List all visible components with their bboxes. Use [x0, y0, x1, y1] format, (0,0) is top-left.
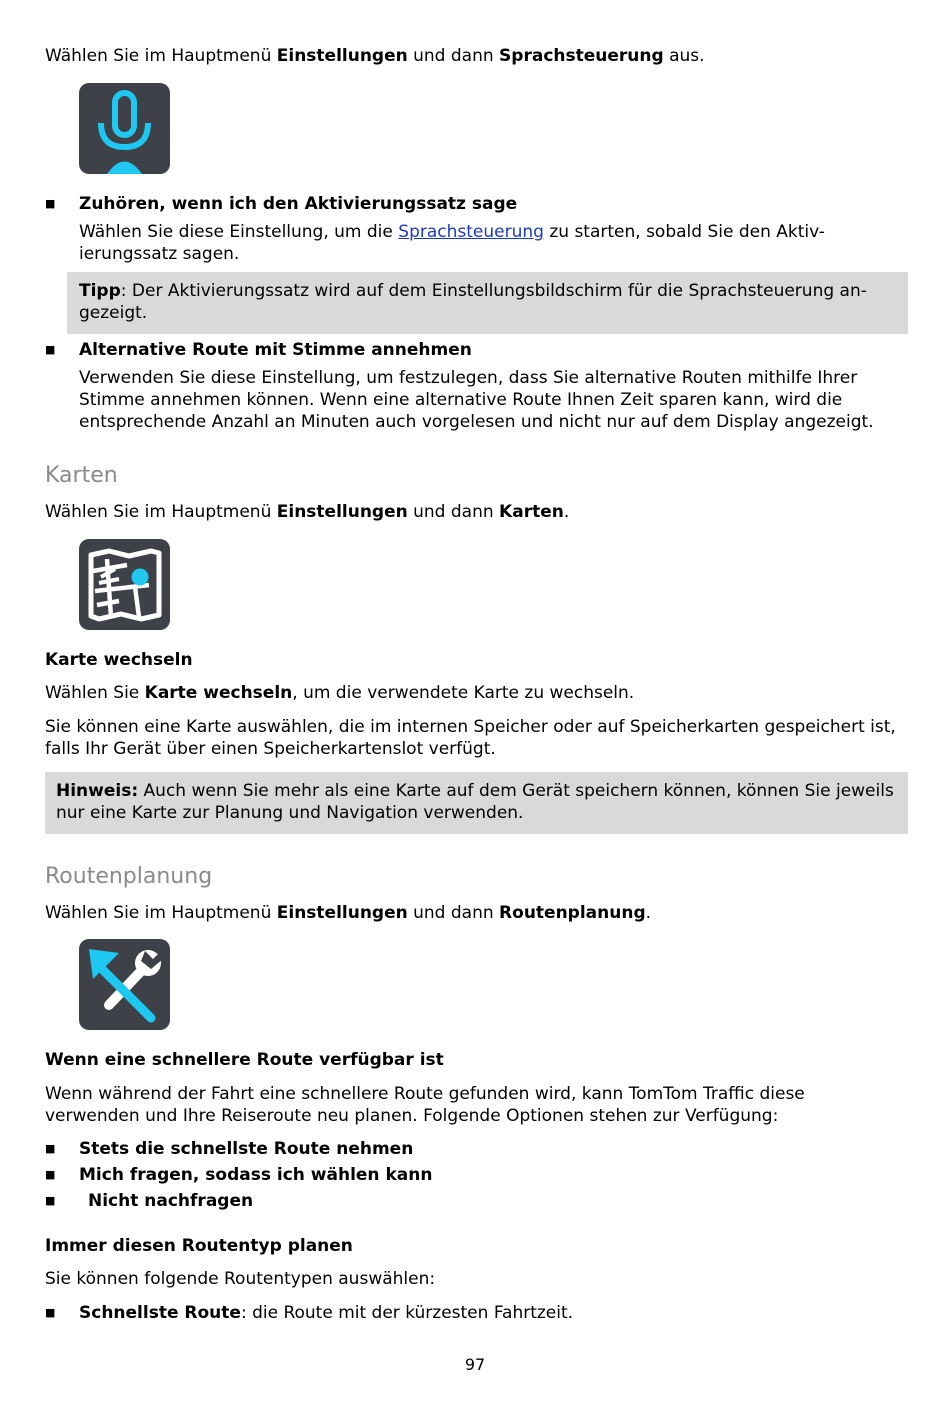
maps-heading: Karten	[45, 463, 118, 488]
bullet-marker: ■	[45, 1168, 56, 1181]
routing-intro: Wählen Sie im Hauptmenü Einstellungen und dann Routenplanung.	[45, 903, 652, 923]
voice-intro: Wählen Sie im Hauptmenü Einstellungen und dann Sprachsteuerung aus.	[45, 46, 705, 66]
option-item: Mich fragen, sodass ich wählen kann	[79, 1165, 433, 1185]
sprachsteuerung-link[interactable]: Sprachsteuerung	[398, 222, 544, 242]
voice-item1-text: Wählen Sie diese Einstellung, um die Sprachsteuerung zu starten, sobald Sie den Aktiv-	[79, 222, 825, 242]
page-number: 97	[464, 1355, 486, 1374]
route-type-item: Schnellste Route: die Route mit der kürzesten Fahrtzeit.	[79, 1303, 574, 1323]
voice-item1-title: Zuhören, wenn ich den Aktivierungssatz sage	[79, 194, 518, 214]
voice-item2-line: entsprechende Anzahl an Minuten auch vorgelesen und nicht nur auf dem Display angezeigt.	[79, 412, 874, 432]
bullet-marker: ■	[45, 1306, 56, 1319]
maps-intro: Wählen Sie im Hauptmenü Einstellungen und dann Karten.	[45, 502, 570, 522]
routing-p1-line: verwenden und Ihre Reiseroute neu planen. Folgende Optionen stehen zur Verfügung:	[45, 1106, 779, 1126]
voice-item1-text-2: ierungssatz sagen.	[79, 244, 240, 264]
routing-sub1: Wenn eine schnellere Route verfügbar ist	[45, 1050, 444, 1070]
note-box	[45, 772, 908, 834]
option-item: Stets die schnellste Route nehmen	[79, 1139, 414, 1159]
note-line-1: Hinweis: Auch wenn Sie mehr als eine Karte auf dem Gerät speichern können, können Sie jeweils	[56, 781, 894, 801]
maps-p2-line: falls Ihr Gerät über einen Speicherkartenslot verfügt.	[45, 739, 496, 759]
routing-p1-line: Wenn während der Fahrt eine schnellere Route gefunden wird, kann TomTom Traffic diese	[45, 1084, 805, 1104]
voice-item2-line: Verwenden Sie diese Einstellung, um festzulegen, dass Sie alternative Routen mithilfe Ihrer	[79, 368, 858, 388]
tip-line-2: gezeigt.	[79, 303, 148, 323]
maps-p1: Wählen Sie Karte wechseln, um die verwendete Karte zu wechseln.	[45, 683, 635, 703]
microphone-icon	[79, 83, 170, 174]
route-planning-icon	[79, 939, 170, 1030]
note-line-2: nur eine Karte zur Planung und Navigation verwenden.	[56, 803, 524, 823]
routing-sub2: Immer diesen Routentyp planen	[45, 1236, 353, 1256]
maps-p2-line: Sie können eine Karte auswählen, die im internen Speicher oder auf Speicherkarten gespeichert ist,	[45, 717, 896, 737]
maps-sub: Karte wechseln	[45, 650, 193, 670]
bullet-marker: ■	[45, 343, 56, 356]
map-icon	[79, 539, 170, 630]
bullet-marker: ■	[45, 1194, 56, 1207]
routing-heading: Routenplanung	[45, 864, 213, 889]
voice-item2-title: Alternative Route mit Stimme annehmen	[79, 340, 472, 360]
voice-item2-line: Stimme annehmen können. Wenn eine alternative Route Ihnen Zeit sparen kann, wird die	[79, 390, 843, 410]
option-item: Nicht nachfragen	[88, 1191, 254, 1211]
routing-p2: Sie können folgende Routentypen auswählen:	[45, 1269, 436, 1289]
tip-box	[67, 272, 908, 334]
bullet-marker: ■	[45, 197, 56, 210]
bullet-marker: ■	[45, 1142, 56, 1155]
tip-line-1: Tipp: Der Aktivierungssatz wird auf dem Einstellungsbildschirm für die Sprachsteuerung an-	[79, 281, 867, 301]
